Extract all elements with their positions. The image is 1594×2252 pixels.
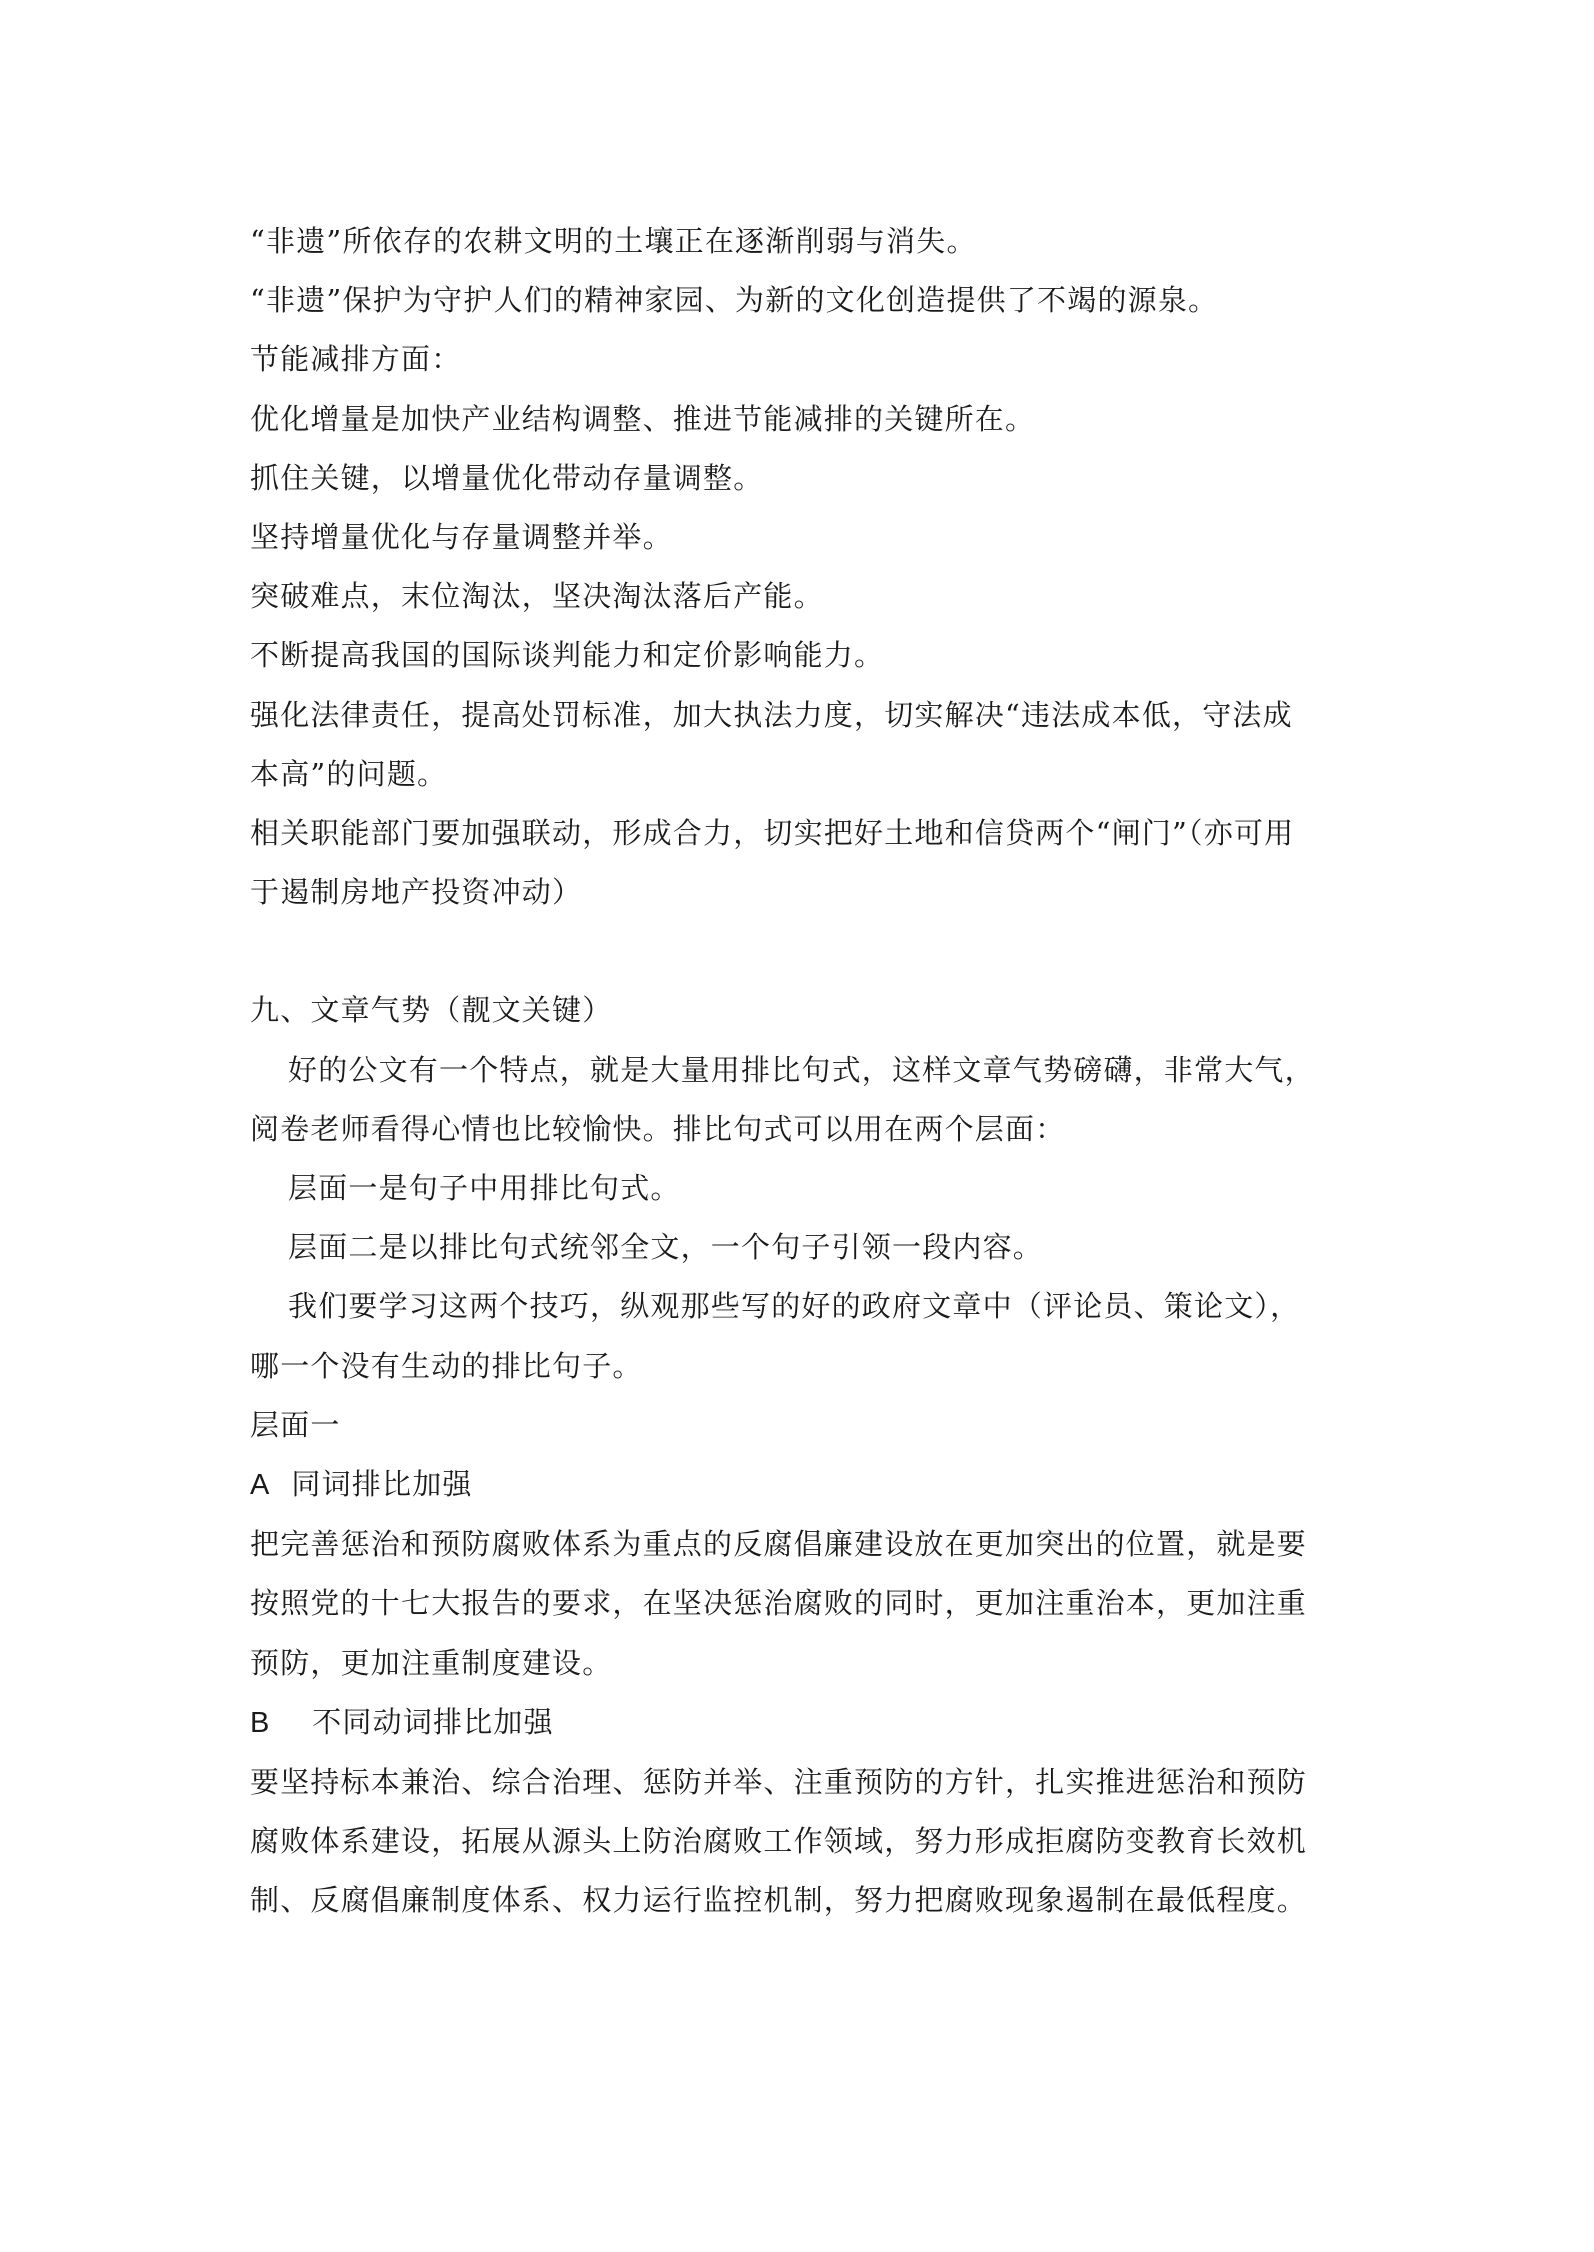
subsection-a-marker: A	[250, 1469, 271, 1502]
example-a-line: 把完善惩治和预防腐败体系为重点的反腐倡廉建设放在更加突出的位置，就是要	[250, 1527, 1308, 1562]
subsection-a-heading	[250, 1455, 1370, 1515]
intro-line: 阅卷老师看得心情也比较愉快。排比句式可以用在两个层面：	[250, 1111, 1066, 1146]
subsection-b-marker: B	[250, 1706, 271, 1739]
example-b-line: 腐败体系建设，拓展从源头上防治腐败工作领域，努力形成拒腐防变教育长效机	[250, 1824, 1308, 1859]
section-heading: 九、文章气势（靓文关键）	[250, 993, 613, 1028]
text-line: 坚持增量优化与存量调整并举。	[250, 520, 673, 555]
subsection-b-heading	[250, 1693, 1370, 1753]
example-b-line: 要坚持标本兼治、综合治理、惩防并举、注重预防的方针，扎实推进惩治和预防	[250, 1765, 1308, 1800]
text-line: 不断提高我国的国际谈判能力和定价影响能力。	[250, 638, 885, 673]
text-line: 抓住关键，以增量优化带动存量调整。	[250, 460, 764, 495]
paragraph-gap	[250, 922, 1370, 981]
example-a-line: 按照党的十七大报告的要求，在坚决惩治腐败的同时，更加注重治本，更加注重	[250, 1586, 1308, 1621]
intro-line: 好的公文有一个特点，就是大量用排比句式，这样文章气势磅礴，非常大气，	[288, 1052, 1315, 1087]
text-line: 本高”的问题。	[250, 756, 448, 791]
text-line: “非遗”所依存的农耕文明的土壤正在逐渐削弱与消失。	[250, 224, 977, 258]
learn-line: 我们要学习这两个技巧，纵观那些写的好的政府文章中（评论员、策论文），	[288, 1289, 1301, 1324]
level1-description: 层面一是句子中用排比句式。	[288, 1171, 681, 1206]
text-line: 相关职能部门要加强联动，形成合力，切实把好土地和信贷两个“闸门”（亦可用	[250, 816, 1295, 851]
text-line: 强化法律责任，提高处罚标准，加大执法力度，切实解决“违法成本低，守法成	[250, 697, 1293, 732]
text-line: 优化增量是加快产业结构调整、推进节能减排的关键所在。	[250, 401, 1036, 436]
document-body	[250, 212, 1370, 1931]
subsection-a-title: 同词排比加强	[291, 1467, 473, 1502]
text-line: 突破难点，末位淘汰，坚决淘汰落后产能。	[250, 579, 824, 614]
subsection-b-title: 不同动词排比加强	[312, 1704, 554, 1739]
level2-description: 层面二是以排比句式统邻全文，一个句子引领一段内容。	[288, 1230, 1044, 1265]
text-line: 节能减排方面：	[250, 342, 462, 377]
level1-label: 层面一	[250, 1407, 341, 1442]
example-b-line: 制、反腐倡廉制度体系、权力运行监控机制，努力把腐败现象遏制在最低程度。	[250, 1883, 1308, 1918]
example-a-line: 预防，更加注重制度建设。	[250, 1645, 613, 1680]
text-line: 于遏制房地产投资冲动）	[250, 875, 583, 910]
text-line: “非遗”保护为守护人们的精神家园、为新的文化创造提供了不竭的源泉。	[250, 283, 1219, 318]
learn-line: 哪一个没有生动的排比句子。	[250, 1348, 643, 1383]
